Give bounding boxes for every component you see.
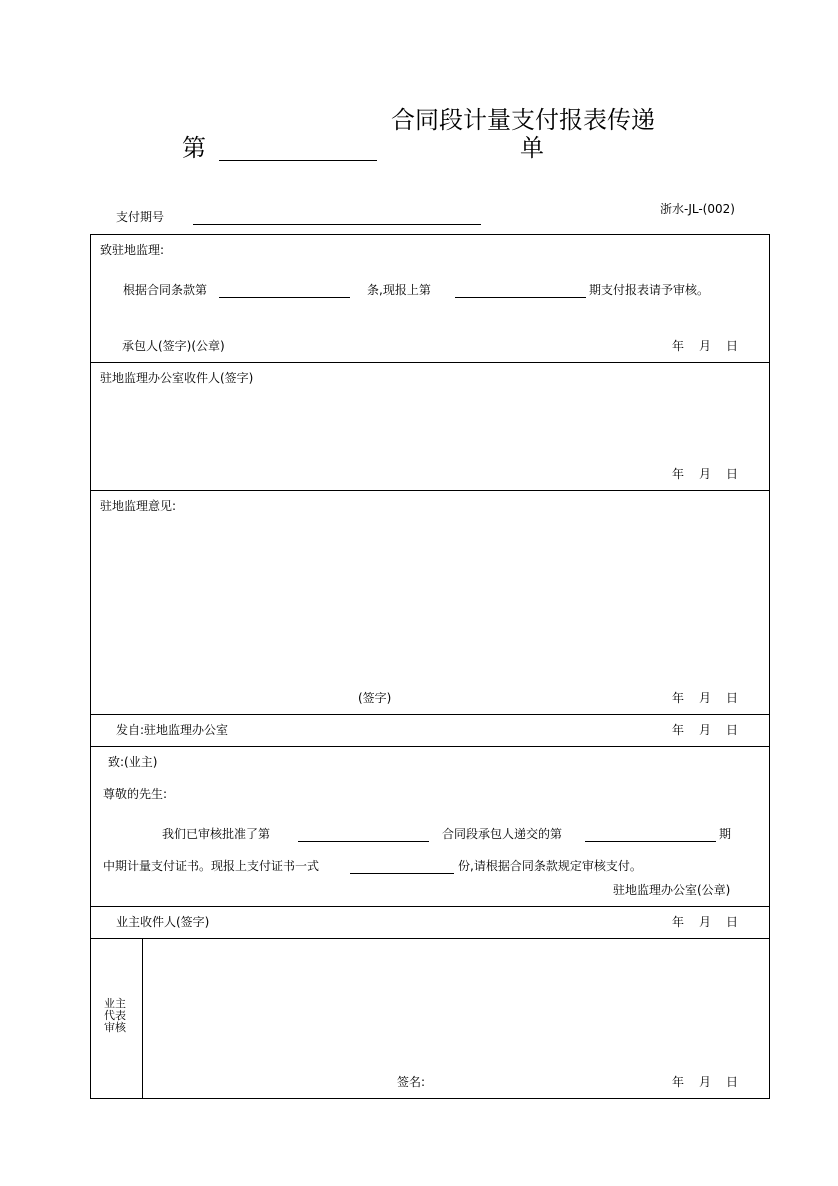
- month: 月: [699, 915, 712, 929]
- year: 年: [672, 691, 685, 705]
- copies-blank[interactable]: [350, 873, 454, 874]
- contract-number-blank[interactable]: [219, 160, 377, 161]
- side-label-line: 审核: [104, 1021, 126, 1034]
- contract-section-blank[interactable]: [298, 841, 429, 842]
- date-3: [672, 691, 753, 705]
- certificate-text: 中期计量支付证书。现报上支付证书一式: [103, 859, 320, 873]
- sent-from-label: 发自:驻地监理办公室: [116, 723, 229, 737]
- column-divider: [142, 938, 143, 1098]
- month: 月: [699, 467, 712, 481]
- clause-blank[interactable]: [219, 297, 350, 298]
- period-label: 支付期号: [116, 210, 165, 224]
- title-prefix: 第: [182, 134, 206, 162]
- year: 年: [672, 915, 685, 929]
- year: 年: [672, 723, 685, 737]
- report-period-blank[interactable]: [455, 297, 586, 298]
- day: 日: [726, 339, 739, 353]
- supervisor-opinion-label: 驻地监理意见:: [100, 499, 177, 513]
- row-divider: [90, 362, 770, 363]
- year: 年: [672, 339, 685, 353]
- clause-text: 根据合同条款第: [123, 283, 208, 297]
- office-receiver-label: 驻地监理办公室收件人(签字): [100, 371, 254, 385]
- office-stamp-label: 驻地监理办公室(公章): [613, 883, 731, 897]
- row-divider: [90, 714, 770, 715]
- day: 日: [726, 467, 739, 481]
- to-owner: 致:(业主): [108, 755, 158, 769]
- to-supervisor: 致驻地监理:: [100, 243, 165, 257]
- month: 月: [699, 723, 712, 737]
- day: 日: [726, 691, 739, 705]
- month: 月: [699, 691, 712, 705]
- date-7: [672, 1075, 753, 1089]
- period-text: 期: [719, 827, 732, 841]
- interim-period-blank[interactable]: [585, 841, 716, 842]
- report-text: 条,现报上第: [367, 283, 431, 297]
- period-blank[interactable]: [193, 224, 481, 225]
- owner-review-label: [104, 998, 126, 1034]
- date-1: [672, 339, 753, 353]
- title-line1: 合同段计量支付报表传递: [391, 106, 655, 134]
- row-divider: [90, 746, 770, 747]
- approved-text: 我们已审核批准了第: [162, 827, 271, 841]
- day: 日: [726, 723, 739, 737]
- month: 月: [699, 339, 712, 353]
- date-4: [672, 723, 753, 737]
- signature-label: (签字): [358, 691, 392, 705]
- day: 日: [726, 915, 739, 929]
- month: 月: [699, 1075, 712, 1089]
- payment-request-text: 份,请根据合同条款规定审核支付。: [458, 859, 642, 873]
- year: 年: [672, 467, 685, 481]
- date-2: [672, 467, 753, 481]
- title-line2: 单: [520, 134, 544, 162]
- submitted-text: 合同段承包人递交的第: [442, 827, 563, 841]
- owner-receiver-label: 业主收件人(签字): [116, 915, 210, 929]
- greeting: 尊敬的先生:: [103, 787, 168, 801]
- row-divider: [90, 490, 770, 491]
- form-table: [90, 234, 770, 1099]
- form-code: 浙水-JL-(002): [660, 202, 735, 216]
- contractor-signature-label: 承包人(签字)(公章): [122, 339, 225, 353]
- side-label-line: 代表: [104, 1009, 126, 1022]
- review-text: 期支付报表请予审核。: [589, 283, 710, 297]
- row-divider: [90, 938, 770, 939]
- signature-name-label: 签名:: [397, 1075, 426, 1089]
- date-6: [672, 915, 753, 929]
- year: 年: [672, 1075, 685, 1089]
- day: 日: [726, 1075, 739, 1089]
- row-divider: [90, 906, 770, 907]
- side-label-line: 业主: [104, 997, 126, 1010]
